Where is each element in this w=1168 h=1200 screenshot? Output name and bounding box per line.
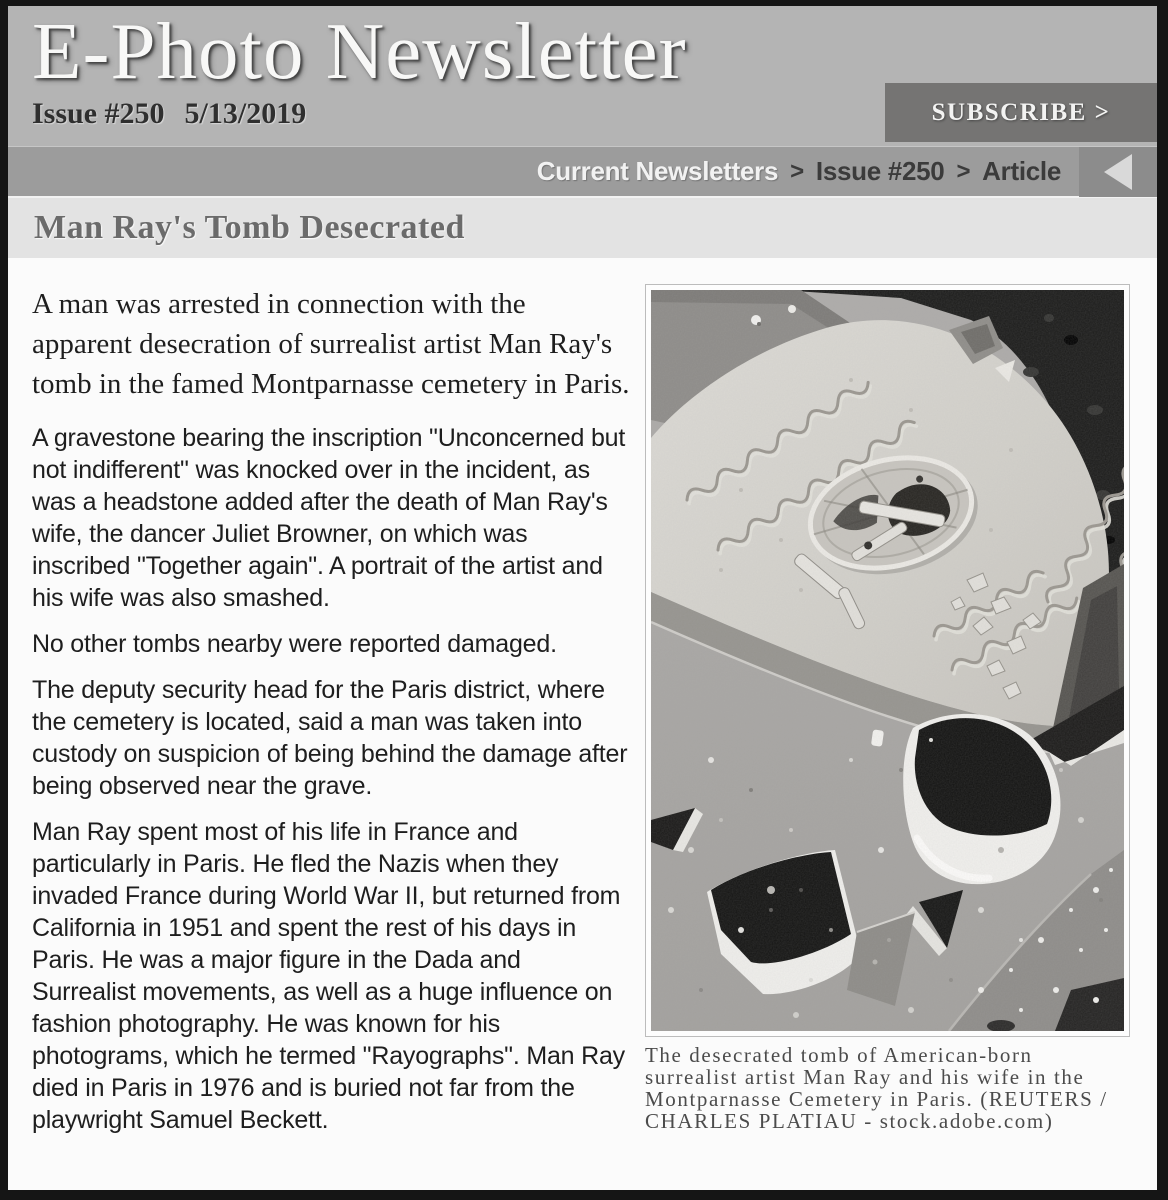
article-content bbox=[8, 258, 1157, 1150]
breadcrumb-issue[interactable]: Issue #250 bbox=[815, 156, 945, 186]
breadcrumb-current-newsletters[interactable]: Current Newsletters bbox=[536, 156, 779, 186]
paragraph: The deputy security head for the Paris district, where the cemetery is located, said a man was taken into custody on suspicion of being behind the damage after being observed near the grave. bbox=[32, 676, 628, 800]
photo-caption: The desecrated tomb of American-born surrealist artist Man Ray and his wife in the Montparnasse Cemetery in Paris. (REUTERS / CHARLES PLATIAU - stock.adobe.com) bbox=[645, 1043, 1108, 1133]
tomb-photo bbox=[645, 284, 1130, 1037]
article-figure bbox=[645, 284, 1132, 1150]
paragraph: Man Ray spent most of his life in France and particularly in Paris. He fled the Nazis when they invaded France during World War II, but returned from California in 1951 and spent the rest of his days in Paris. He was a major figure in the Dada and Surrealist movements, as well as a huge influence on fashion photography. He was known for his photograms, which he termed "Rayographs". Man Ray died in Paris in 1976 and is buried not far from the playwright Samuel Beckett. bbox=[32, 818, 625, 1134]
breadcrumb bbox=[8, 146, 1157, 196]
paragraph: A gravestone bearing the inscription "Unconcerned but not indifferent" was knocked over in the incident, as was a headstone added after the death of Man Ray's wife, the dancer Juliet Browner, on which was inscribed "Together again". A portrait of the artist and his wife was also smashed. bbox=[32, 424, 626, 612]
tomb-photo-illustration bbox=[651, 290, 1124, 1031]
issue-date: 5/13/2019 bbox=[184, 97, 307, 130]
article-title-bar bbox=[8, 196, 1157, 258]
paragraph: No other tombs nearby were reported damaged. bbox=[32, 630, 557, 658]
paragraph-lede: A man was arrested in connection with the apparent desecration of surrealist artist Man Ray's tomb in the famed Montparnasse cemetery in Paris. bbox=[32, 288, 630, 400]
left-triangle-icon bbox=[1104, 154, 1132, 190]
article-title: Man Ray's Tomb Desecrated bbox=[34, 209, 465, 246]
newsletter-title: E-Photo Newsletter bbox=[32, 6, 687, 96]
subscribe-button[interactable]: SUBSCRIBE > bbox=[885, 83, 1157, 142]
breadcrumb-separator: > bbox=[790, 157, 804, 185]
breadcrumb-separator: > bbox=[956, 157, 971, 185]
header bbox=[8, 6, 1157, 146]
issue-number: Issue #250 bbox=[32, 97, 165, 130]
article-body bbox=[32, 284, 630, 1150]
breadcrumb-article: Article bbox=[982, 156, 1061, 186]
back-arrow-button[interactable] bbox=[1079, 147, 1157, 197]
